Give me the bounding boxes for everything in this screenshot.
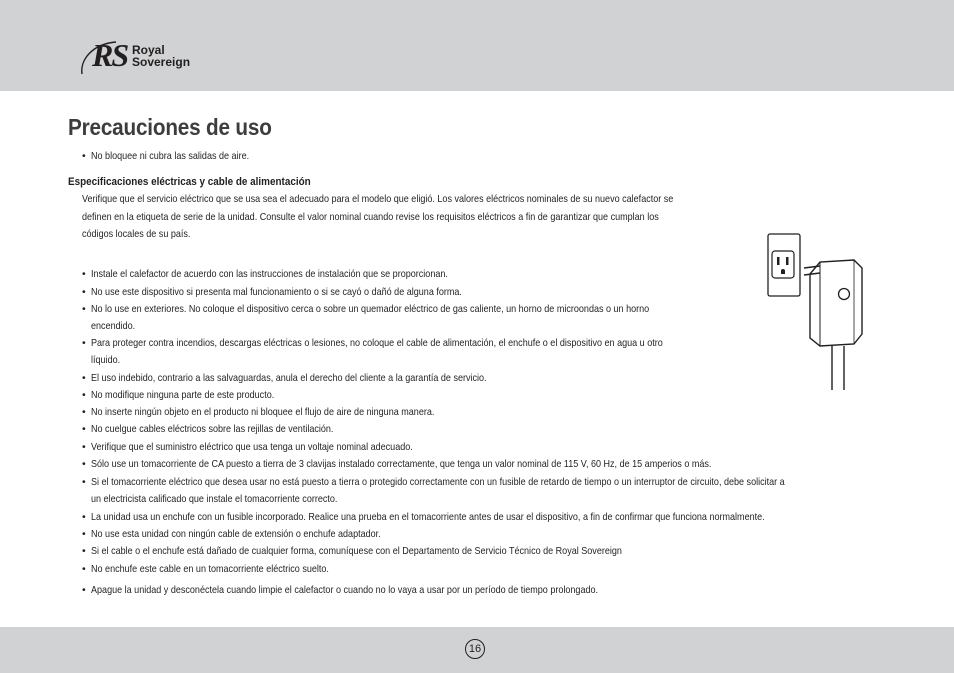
paragraph-line: definen en la etiqueta de serie de la unidad. Consulte el valor nominal cuando revise los requisitos eléctricos a fin de garantizar que cumplan los	[82, 210, 659, 223]
bullet-symbol: •	[82, 545, 86, 557]
list-item-line: Si el tomacorriente eléctrico que desea usar no está puesto a tierra o protegido correctamente con un fusible de retardo de tiempo o un interruptor de circuito, debe solicitar a	[91, 476, 785, 488]
page-number: 16	[465, 639, 485, 659]
bullet-symbol: •	[82, 150, 86, 162]
list-item-line: La unidad usa un enchufe con un fusible incorporado. Realice una prueba en el tomacorriente antes de usar el dispositivo, a fin de confirmar que funciona normalmente.	[91, 511, 765, 523]
list-item-line: líquido.	[91, 354, 121, 367]
bullet-symbol: •	[82, 528, 86, 540]
list-item-line: un electricista calificado que instale el tomacorriente correcto.	[91, 493, 338, 506]
list-item-line: El uso indebido, contrario a las salvaguardas, anula el derecho del cliente a la garantía de servicio.	[91, 372, 487, 384]
page-title: Precauciones de uso	[68, 114, 272, 140]
bullet-symbol: •	[82, 268, 86, 280]
list-item-line: No cuelgue cables eléctricos sobre las rejillas de ventilación.	[91, 423, 334, 435]
bullet-symbol: •	[82, 423, 86, 435]
bullet-symbol: •	[82, 286, 86, 298]
list-item-line: Para proteger contra incendios, descargas eléctricas o lesiones, no coloque el cable de alimentación, el enchufe o el dispositivo en agua u otro	[91, 337, 663, 349]
wall-outlet-plug-icon	[764, 230, 874, 395]
logo-mark: RS	[92, 37, 128, 73]
list-item: Apague la unidad y desconéctela cuando limpie el calefactor o cuando no lo vaya a usar por un período de tiempo prolongado.	[91, 584, 599, 596]
bullet-symbol: •	[82, 303, 86, 315]
bullet-symbol: •	[82, 337, 86, 349]
list-item-line: No inserte ningún objeto en el producto ni bloquee el flujo de aire de ninguna manera.	[91, 406, 435, 418]
bullet-symbol: •	[82, 389, 86, 401]
list-item-line: Si el cable o el enchufe está dañado de cualquier forma, comuníquese con el Departamento de Servicio Técnico de Royal Sovereign	[91, 545, 622, 557]
bullet-symbol: •	[82, 563, 86, 575]
bullet-symbol: •	[82, 584, 86, 596]
list-item-line: encendido.	[91, 320, 136, 333]
list-item-line: Instale el calefactor de acuerdo con las instrucciones de instalación que se proporcionan.	[91, 268, 448, 280]
bullet-symbol: •	[82, 511, 86, 523]
list-item-line: No use este dispositivo si presenta mal funcionamiento o si se cayó o dañó de alguna forma.	[91, 286, 462, 298]
bullet-symbol: •	[82, 476, 86, 488]
list-item-line: No use esta unidad con ningún cable de extensión o enchufe adaptador.	[91, 528, 381, 540]
list-item-line: No enchufe este cable en un tomacorriente eléctrico suelto.	[91, 563, 329, 575]
list-item-line: No modifique ninguna parte de este producto.	[91, 389, 275, 401]
electrical-heading: Especificaciones eléctricas y cable de alimentación	[68, 176, 311, 188]
bullet-symbol: •	[82, 372, 86, 384]
brand-logo	[78, 38, 208, 78]
bullet-symbol: •	[82, 458, 86, 470]
list-item-line: No lo use en exteriores. No coloque el dispositivo cerca o sobre un quemador eléctrico de gas caliente, un horno de microondas o un horno	[91, 303, 650, 315]
paragraph-line: Verifique que el servicio eléctrico que se usa sea el adecuado para el modelo que eligió. Los valores eléctricos nominales de su nuevo calefactor se	[82, 193, 674, 205]
bullet-symbol: •	[82, 441, 86, 453]
list-item-line: Verifique que el suministro eléctrico que usa tenga un voltaje nominal adecuado.	[91, 441, 413, 453]
bullet-symbol: •	[82, 406, 86, 418]
logo-name-line1: Royal	[132, 43, 165, 57]
paragraph-line: códigos locales de su país.	[82, 228, 191, 240]
header-band	[0, 0, 954, 91]
list-item: No bloquee ni cubra las salidas de aire.	[91, 150, 250, 162]
list-item-line: Sólo use un tomacorriente de CA puesto a tierra de 3 clavijas instalado correctamente, que tenga un valor nominal de 115 V, 60 Hz, de 15 amperios o más.	[91, 458, 712, 470]
logo-name-line2: Sovereign	[132, 55, 191, 69]
